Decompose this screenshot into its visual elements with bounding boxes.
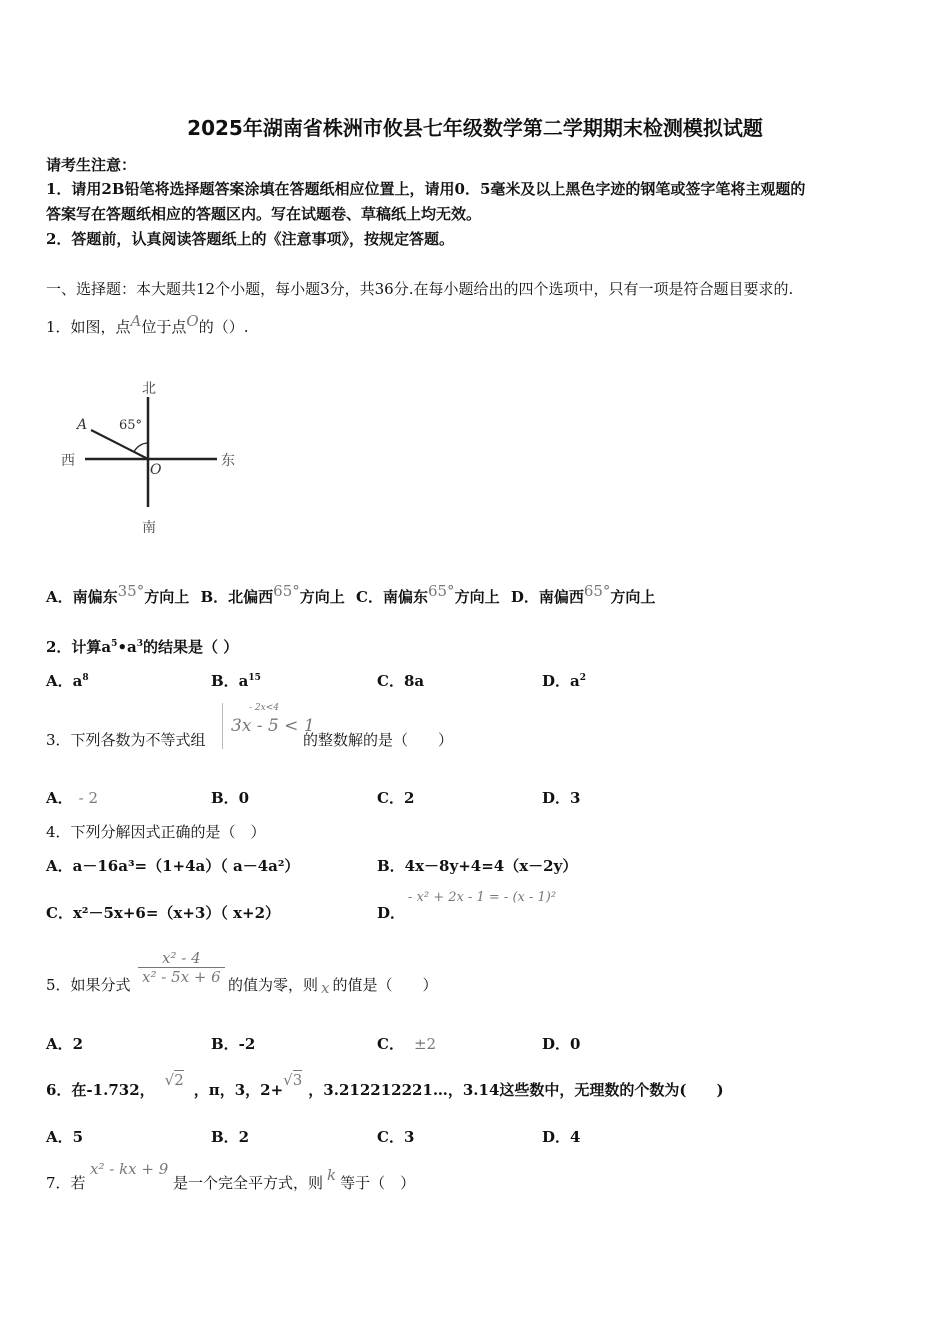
figure-south-label: 南 [142, 520, 156, 536]
notice-line-2: 2．答题前，认真阅读答题纸上的《注意事项》，按规定答题。 [46, 230, 454, 248]
figure-point-o: O [150, 462, 162, 478]
question-4-option-b[interactable]: B．4x－8y+4=4（x－2y） [377, 857, 578, 875]
sqrt-2: √2 [164, 1071, 184, 1089]
question-6-option-a[interactable]: A．5 [46, 1128, 84, 1146]
question-7-stem-a: 7．若 [46, 1174, 86, 1192]
question-3-option-a[interactable]: A． - 2 [46, 789, 99, 807]
figure-angle-label: 65° [119, 418, 143, 433]
question-4-option-d-expr: - x² + 2x - 1 = - (x - 1)² [408, 890, 557, 905]
question-7-stem-b: 是一个完全平方式，则 k 等于（ ） [173, 1166, 416, 1192]
question-2-option-b[interactable]: B．$a^{15}$ [211, 672, 261, 690]
question-5-fraction: $\frac{\text{x² - 4}}{\text{x² - 5x + 6}}$ [138, 949, 225, 986]
question-2-option-a[interactable]: A．$a^8$ [46, 672, 89, 690]
question-3-stem-b: 的整数解的是（ ） [303, 731, 454, 749]
question-4-option-d[interactable]: D． [377, 904, 406, 922]
question-6-option-d[interactable]: D．4 [542, 1128, 581, 1146]
notice-line-1b: 答案写在答题纸相应的答题区内。写在试题卷、草稿纸上均无效。 [46, 205, 482, 223]
question-5-stem-b: 的值为零，则 x 的值是（ ） [228, 976, 438, 997]
question-1-options [46, 582, 656, 607]
question-3-option-b[interactable]: B．0 [211, 789, 250, 807]
question-4-option-a[interactable]: A．a－16a³=（1+4a）（ a－4a²） [46, 857, 300, 875]
page-title: 2025年湖南省株洲市攸县七年级数学第二学期期末检测模拟试题 [187, 116, 763, 140]
question-3-stem-a: 3．下列各数为不等式组 [46, 731, 206, 749]
question-2-stem: 2．计算$a^5•a^3$的结果是（ ） [46, 638, 239, 656]
figure-west-label: 西 [61, 453, 75, 469]
question-5-option-d[interactable]: D．0 [542, 1035, 581, 1053]
notice-heading: 请考生注意： [46, 156, 137, 174]
question-6-stem: 6．在-1.732，√2，π，3，2+√3，3.212212221…，3.14这些数中，无理数的个数为( ) [46, 1071, 724, 1099]
figure-point-a: A [77, 417, 88, 433]
option-d[interactable]: D．南偏西65°方向上 [510, 582, 656, 606]
question-5-option-a[interactable]: A．2 [46, 1035, 84, 1053]
figure-north-label: 北 [142, 381, 156, 397]
option-a[interactable]: A．南偏东35°方向上 [46, 582, 190, 606]
inequality-system: - 2x<4 3x - 5 < 1 [222, 703, 303, 749]
question-1-stem: 1．如图，点A位于点O的（）. [46, 312, 249, 336]
question-5-option-b[interactable]: B．-2 [211, 1035, 256, 1053]
section-heading: 一、选择题：本大题共12个小题，每小题3分，共36分.在每小题给出的四个选项中，只有一项是符合题目要求的. [46, 280, 794, 298]
option-c[interactable]: C．南偏东65°方向上 [356, 582, 500, 606]
sqrt-3: √3 [283, 1071, 303, 1089]
question-5-option-c[interactable]: C． ±2 [377, 1035, 437, 1053]
figure-east-label: 东 [221, 453, 235, 469]
question-6-option-b[interactable]: B．2 [211, 1128, 250, 1146]
question-7-expr: x² - kx + 9 [90, 1160, 169, 1178]
compass-figure [55, 375, 245, 540]
question-2-option-d[interactable]: D．$a^2$ [542, 672, 586, 690]
question-4-option-c[interactable]: C．x²－5x+6=（x+3）（ x+2） [46, 904, 281, 922]
option-b[interactable]: B．北偏西65°方向上 [200, 582, 345, 606]
question-4-stem: 4．下列分解因式正确的是（ ） [46, 823, 266, 841]
question-3-option-d[interactable]: D．3 [542, 789, 581, 807]
question-5-stem-a: 5．如果分式 [46, 976, 131, 994]
notice-line-1a: 1．请用2B铅笔将选择题答案涂填在答题纸相应位置上，请用0．5毫米及以上黑色字迹的钢笔或签字笔将主观题的 [46, 180, 806, 198]
question-6-option-c[interactable]: C．3 [377, 1128, 415, 1146]
question-2-option-c[interactable]: C．8a [377, 672, 425, 690]
question-3-option-c[interactable]: C．2 [377, 789, 415, 807]
